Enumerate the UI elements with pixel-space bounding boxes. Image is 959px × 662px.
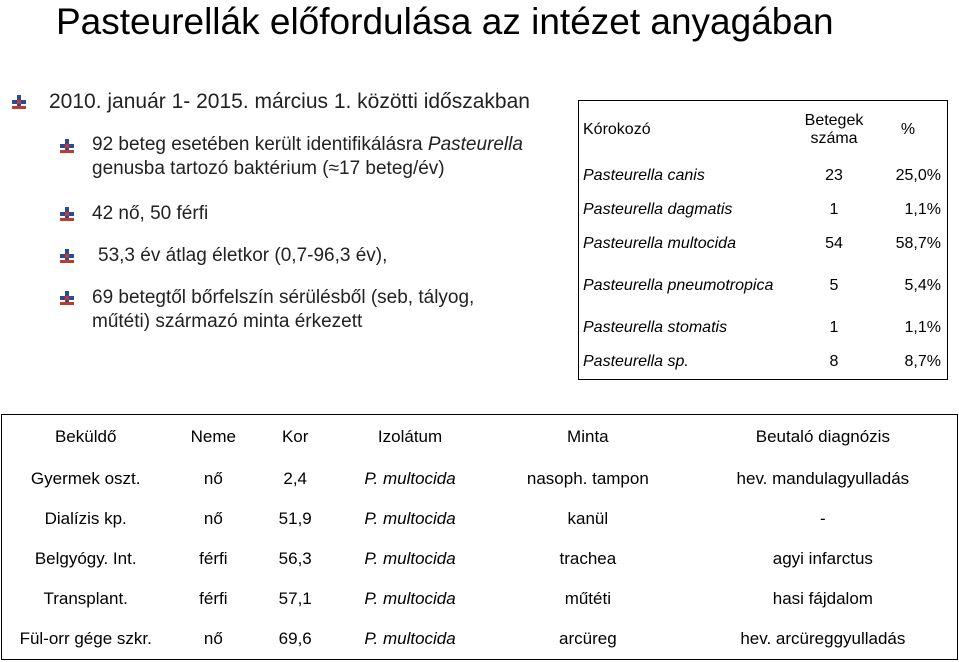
sender-cell: Belgyógy. Int. (34, 549, 137, 568)
organism-cell: Pasteurella canis (583, 167, 705, 184)
table-header-row (2, 415, 958, 460)
sample-cell: trachea (559, 549, 617, 568)
percent-cell: 8,7% (904, 353, 941, 370)
diagnosis-cell: hev. arcüreggyulladás (740, 629, 906, 648)
header-organism: Kórokozó (583, 121, 651, 138)
sex-cell: nő (203, 469, 223, 488)
isolate-cell: P. multocida (364, 549, 456, 568)
diagnosis-cell: - (820, 509, 826, 528)
count-cell: 5 (829, 277, 839, 294)
case-table (1, 414, 958, 660)
diagnosis-cell: hev. mandulagyulladás (736, 469, 910, 488)
organism-cell: Pasteurella multocida (583, 235, 736, 252)
organism-cell: Pasteurella stomatis (583, 319, 728, 336)
sex-distribution-text: 42 nő, 50 férfi (92, 203, 209, 224)
table-row (2, 539, 958, 579)
count-cell: 54 (825, 235, 843, 252)
bullet-icon (60, 207, 74, 221)
sample-cell: műtéti (564, 589, 611, 608)
table-row (579, 227, 948, 261)
sender-cell: Transplant. (43, 589, 128, 608)
page-title: Pasteurellák előfordulása az intézet anyagában (56, 1, 834, 42)
bullet-icon (60, 291, 74, 305)
age-cell: 56,3 (278, 549, 312, 568)
percent-cell: 1,1% (904, 319, 941, 336)
table-row (579, 193, 948, 227)
header-diagnosis: Beutaló diagnózis (755, 427, 890, 446)
isolate-cell: P. multocida (364, 509, 456, 528)
bullet-icon (60, 249, 74, 263)
sender-cell: Gyermek oszt. (30, 469, 141, 488)
sample-cell: nasoph. tampon (526, 469, 649, 488)
percent-cell: 25,0% (895, 167, 941, 184)
sex-cell: férfi (199, 589, 228, 608)
percent-cell: 1,1% (904, 201, 941, 218)
isolate-cell: P. multocida (364, 589, 456, 608)
sample-cell: kanül (567, 509, 609, 528)
pathogen-table (578, 100, 948, 380)
header-sex: Neme (190, 427, 236, 446)
sender-cell: Dialízis kp. (44, 509, 127, 528)
count-cell: 1 (829, 319, 839, 336)
header-percent: % (900, 121, 916, 138)
header-isolate: Izolátum (377, 427, 443, 446)
identification-text: 92 beteg esetében került identifikálásra Pasteurella genusba tartozó baktérium (≈17 beteg/év) (92, 134, 523, 179)
age-cell: 69,6 (278, 629, 312, 648)
sex-cell: nő (203, 509, 223, 528)
sex-cell: férfi (199, 549, 228, 568)
period-text: 2010. január 1- 2015. március 1. közötti időszakban (49, 90, 530, 113)
percent-cell: 58,7% (895, 235, 941, 252)
header-age: Kor (281, 427, 309, 446)
count-cell: 8 (829, 353, 839, 370)
header-count: Betegek száma (804, 112, 864, 147)
table-row (579, 311, 948, 345)
table-header-row (579, 101, 948, 160)
sample-origin-text: 69 betegtől bőrfelszín sérülésből (seb, tályog, műtéti) származó minta érkezett (92, 287, 475, 332)
diagnosis-cell: hasi fájdalom (772, 589, 873, 608)
table-row (579, 261, 948, 311)
age-cell: 2,4 (283, 469, 308, 488)
isolate-cell: P. multocida (364, 469, 456, 488)
bullet-icon (12, 95, 26, 109)
organism-cell: Pasteurella dagmatis (583, 201, 733, 218)
organism-cell: Pasteurella pneumotropica (583, 277, 774, 294)
age-cell: 57,1 (278, 589, 312, 608)
table-row (2, 499, 958, 539)
isolate-cell: P. multocida (364, 629, 456, 648)
sample-cell: arcüreg (559, 629, 617, 648)
table-row (2, 459, 958, 499)
sender-cell: Fül-orr gége szkr. (19, 629, 152, 648)
count-cell: 23 (825, 167, 843, 184)
organism-cell: Pasteurella sp. (583, 353, 689, 370)
diagnosis-cell: agyi infarctus (772, 549, 873, 568)
table-row (579, 345, 948, 380)
count-cell: 1 (829, 201, 839, 218)
table-row (2, 619, 958, 660)
sex-cell: nő (203, 629, 223, 648)
bullet-icon (60, 139, 74, 153)
age-cell: 51,9 (278, 509, 312, 528)
table-row (579, 159, 948, 193)
table-row (2, 579, 958, 619)
age-text: 53,3 év átlag életkor (0,7-96,3 év), (98, 245, 388, 266)
percent-cell: 5,4% (904, 277, 941, 294)
header-sender: Beküldő (54, 427, 117, 446)
header-sample: Minta (567, 427, 609, 446)
